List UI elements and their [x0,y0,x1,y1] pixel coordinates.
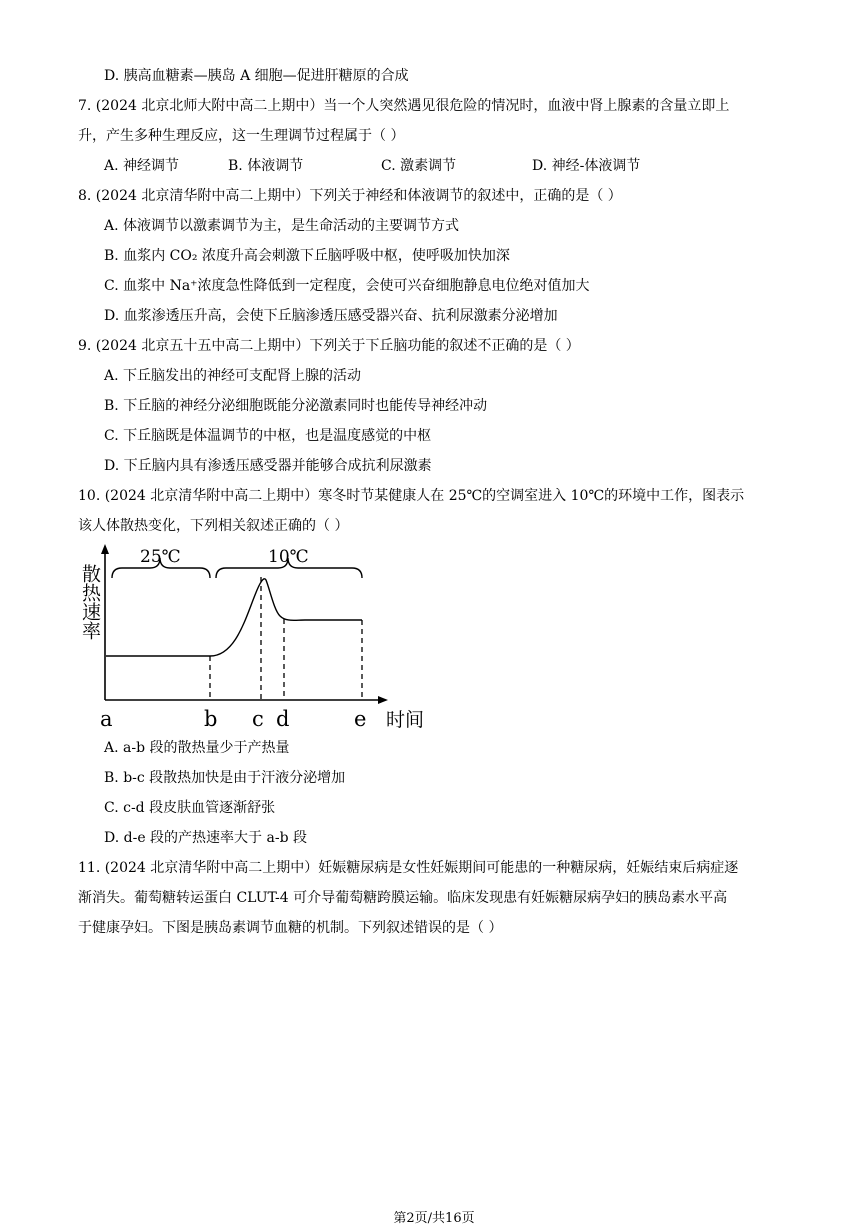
page-footer: 第2页/共16页 [393,1211,475,1226]
answer-option[interactable]: A. 体液调节以激素调节为主，是生命活动的主要调节方式 [104,218,460,234]
point-a: a [100,707,113,731]
question-line: 于健康孕妇。下图是胰岛素调节血糖的机制。下列叙述错误的是（ ） [78,920,503,936]
question-line: 7. (2024 北京北师大附中高二上期中）当一个人突然遇见很危险的情况时，血液中肾上腺素的含量立即上 [78,98,730,114]
question-line: 该人体散热变化，下列相关叙述正确的（ ） [78,518,349,534]
y-axis-label: 散热速率 [79,564,101,640]
answer-option[interactable]: B. 血浆内 CO₂ 浓度升高会刺激下丘脑呼吸中枢，使呼吸加快加深 [104,248,510,264]
answer-option[interactable]: C. 下丘脑既是体温调节的中枢，也是温度感觉的中枢 [104,428,432,444]
y-axis-arrow [101,544,109,554]
point-d: d [276,707,290,731]
answer-option[interactable]: C. c-d 段皮肤血管逐渐舒张 [104,800,276,816]
question-line: 渐消失。葡萄糖转运蛋白 CLUT-4 可介导葡萄糖跨膜运输。临床发现患有妊娠糖尿病孕妇的胰岛素水平高 [78,890,728,906]
heat-dissipation-graph [60,540,440,735]
answer-option[interactable]: D. d-e 段的产热速率大于 a-b 段 [104,830,307,846]
temp-25-label: 25℃ [140,547,181,567]
q7-option-c[interactable]: C. 激素调节 [381,158,457,174]
question-line: 10. (2024 北京清华附中高二上期中）寒冬时节某健康人在 25℃的空调室进入 10℃的环境中工作，图表示 [78,488,745,504]
temp-10-label: 10℃ [268,547,309,567]
answer-option[interactable]: A. a-b 段的散热量少于产热量 [104,740,290,756]
q7-option-b[interactable]: B. 体液调节 [228,158,304,174]
question-line: 8. (2024 北京清华附中高二上期中）下列关于神经和体液调节的叙述中，正确的是（ ） [78,188,622,204]
answer-option[interactable]: B. b-c 段散热加快是由于汗液分泌增加 [104,770,346,786]
q7-option-d[interactable]: D. 神经-体液调节 [532,158,641,174]
point-e: e [354,707,367,731]
question-line: 升，产生多种生理反应，这一生理调节过程属于（ ） [78,128,405,144]
answer-option[interactable]: B. 下丘脑的神经分泌细胞既能分泌激素同时也能传导神经冲动 [104,398,488,414]
question-line: 9. (2024 北京五十五中高二上期中）下列关于下丘脑功能的叙述不正确的是（ ） [78,338,580,354]
x-axis-arrow [378,696,388,704]
answer-option[interactable]: D. 胰高血糖素—胰岛 A 细胞—促进肝糖原的合成 [104,68,409,84]
q7-option-a[interactable]: A. 神经调节 [104,158,180,174]
answer-option[interactable]: D. 下丘脑内具有渗透压感受器并能够合成抗利尿激素 [104,458,432,474]
answer-option[interactable]: C. 血浆中 Na⁺浓度急性降低到一定程度，会使可兴奋细胞静息电位绝对值加大 [104,278,590,294]
point-c: c [252,707,264,731]
answer-option[interactable]: A. 下丘脑发出的神经可支配肾上腺的活动 [104,368,362,384]
heat-curve [106,579,362,656]
point-b: b [204,707,218,731]
answer-option[interactable]: D. 血浆渗透压升高，会使下丘脑渗透压感受器兴奋、抗利尿激素分泌增加 [104,308,558,324]
question-line: 11. (2024 北京清华附中高二上期中）妊娠糖尿病是女性妊娠期间可能患的一种糖尿病，妊娠结束后病症逐 [78,860,739,876]
x-axis-label: 时间 [386,709,425,731]
